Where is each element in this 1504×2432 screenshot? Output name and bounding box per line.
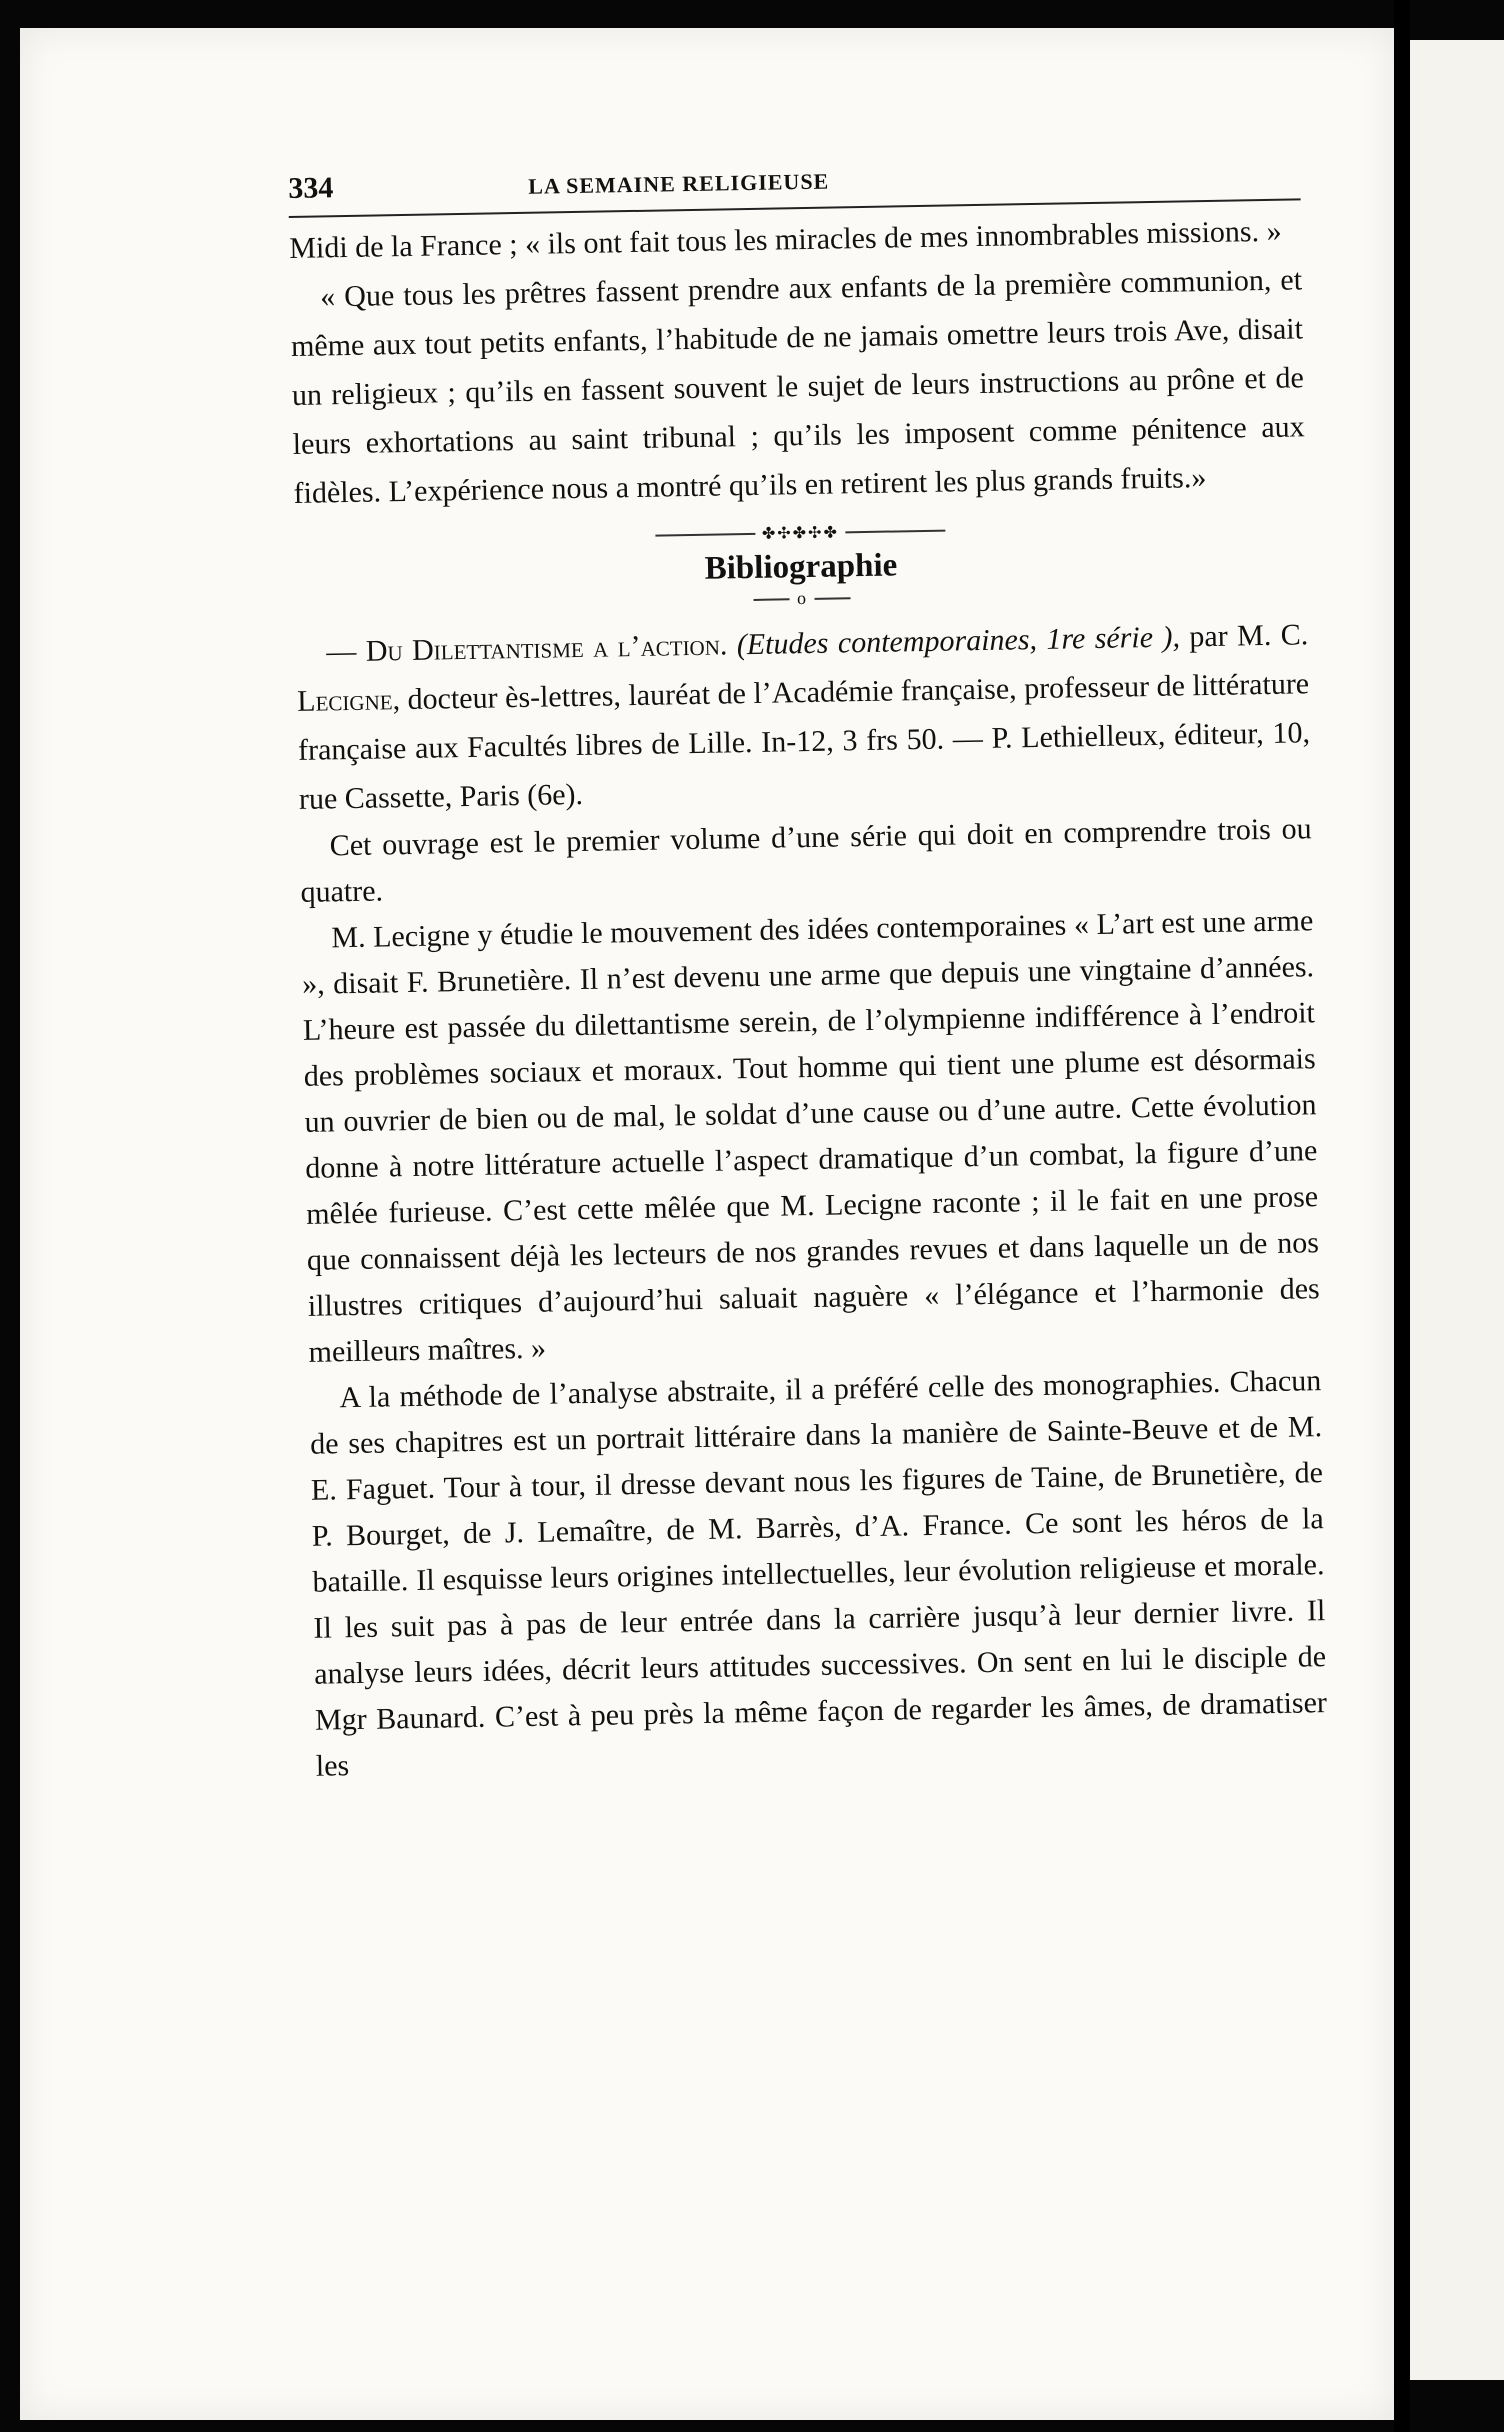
running-title: LA SEMAINE RELIGIEUSE [528, 168, 830, 199]
page-number: 334 [288, 171, 334, 205]
entry-dash: — [326, 634, 367, 669]
entry-book-title: Du Dilettantisme a l’action. [365, 628, 728, 668]
sub-mark: o [796, 588, 807, 609]
sub-rule-right [814, 597, 850, 600]
page-content [288, 154, 1328, 1789]
entry-series: (Etudes contemporaines, 1re série ), [736, 620, 1181, 662]
section-title: Bibliographie [704, 547, 898, 587]
ornament-rule-left [656, 533, 756, 537]
entry-by: par M. C. [1179, 618, 1309, 654]
review-paragraph-3: A la méthode de l’analyse abstraite, il a préféré celle des monographies. Chacun de ses chapitres est un portrait littéraire dans la manière de Sainte-Beuve et de M. E. Faguet. Tour à tour, il dresse devant nous les figures de Taine, de Brunetière, de P. Bourget, de J. Lemaître, de M. Barrès, d’A. France. Ce sont les héros de la bataille. Il esquisse leurs origines intellectuelles, leur évolution religieuse et morale. Il les suit pas à pas de leur entrée dans la carrière jusqu’à leur dernier livre. Il analyse leurs idées, décrit leurs attitudes successives. On sent en lui le disciple de Mgr Baunard. C’est à peu près la même façon de regarder les âmes, de dramatiser les [309, 1364, 1328, 1783]
entry-author: Lecigne, [296, 683, 401, 718]
ornament-glyphs: ✤✣✤✣✤ [761, 524, 840, 543]
book-gutter [1394, 0, 1410, 2432]
facing-page-edge [1410, 40, 1504, 2380]
review-paragraph-2: M. Lecigne y étudie le mouvement des idées contemporaines « L’art est une arme », disait F. Brunetière. Il n’est devenu une arme que depuis une vingtaine d’années. L’heure est passée du dilettantisme serein, de l’olympienne indifférence à l’endroit des problèmes sociaux et moraux. Tout homme qui tient une plume est désormais un ouvrier de bien ou de mal, le soldat d’une cause ou d’une autre. Cette évolution donne à notre littérature actuelle l’aspect dramatique d’un combat, la figure d’une mêlée furieuse. C’est cette mêlée que M. Lecigne raconte ; il le fait en une prose que connaissent déjà les lecteurs de nos grandes revues et dans laquelle un de nos illustres critiques d’aujourd’hui saluait naguère « l’élégance et l’harmonie des meilleurs maîtres. » [301, 904, 1320, 1369]
review-paragraph-1: Cet ouvrage est le premier volume d’une série qui doit en comprendre trois ou quatre. [300, 812, 1312, 909]
ornament-rule-right [845, 530, 945, 534]
sub-rule-left [753, 598, 789, 601]
entry-details: docteur ès-lettres, lauréat de l’Académie française, professeur de littérature française aux Facultés libres de Lille. In-12, 3 frs 50. — P. Lethielleux, éditeur, 10, rue Cassette, Paris (6e). [297, 667, 1311, 816]
bibliography-entry [296, 610, 1311, 824]
intro-paragraph-2: « Que tous les prêtres fassent prendre aux enfants de la première communion, et même aux tout petits enfants, l’habitude de ne jamais omettre leurs trois Ave, disait un religieux ; qu’ils en fassent souvent le sujet de leurs instructions au prône et de leurs exhortations au saint tribunal ; qu’ils les imposent comme pénitence aux fidèles. L’expérience nous a montré qu’ils en retirent les plus grands fruits.» [290, 263, 1305, 510]
intro-paragraph-1: Midi de la France ; « ils ont fait tous les miracles de mes innombrables missions. » [289, 214, 1282, 265]
